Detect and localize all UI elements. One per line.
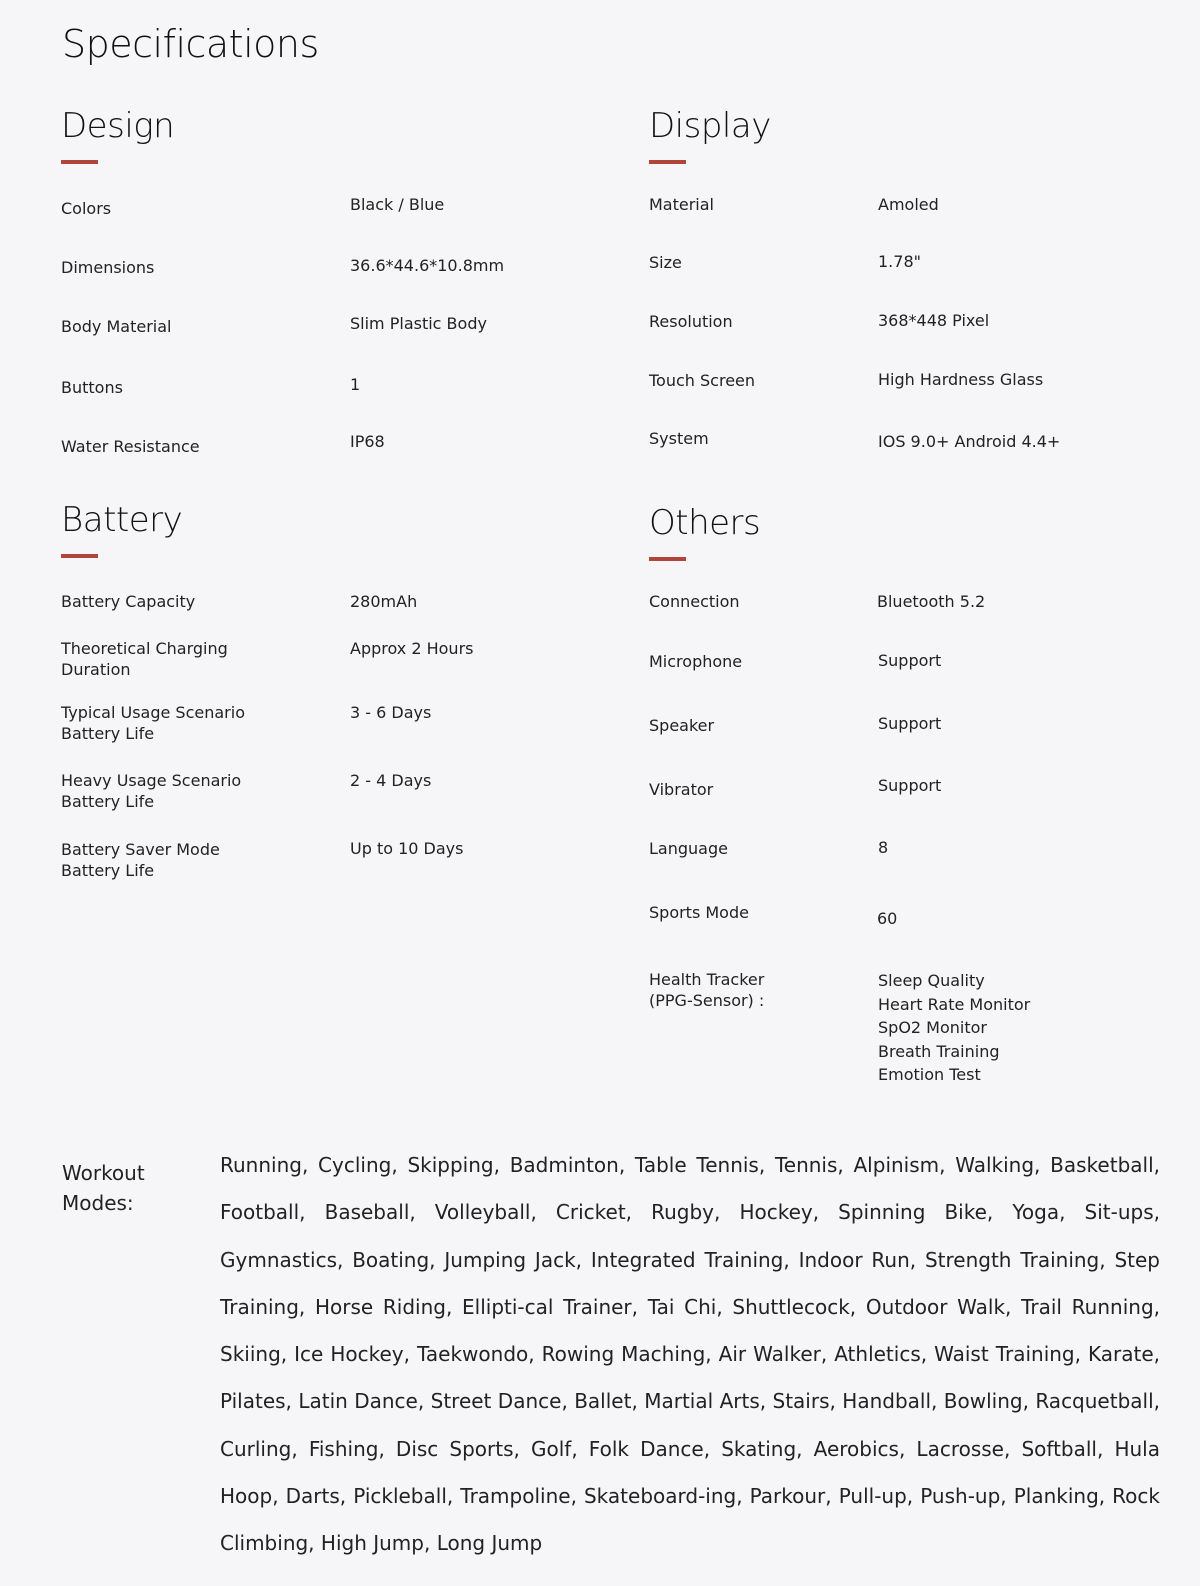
spec-label-typical-battery-life: Typical Usage Scenario Battery Life	[61, 703, 245, 743]
spec-value-touch-screen: High Hardness Glass	[878, 370, 1044, 389]
spec-label-language: Language	[649, 839, 728, 858]
spec-label-system: System	[649, 429, 709, 448]
spec-label-dimensions: Dimensions	[61, 258, 155, 277]
spec-value-size: 1.78"	[878, 252, 921, 271]
spec-label-material: Material	[649, 195, 714, 214]
spec-label-colors: Colors	[61, 199, 112, 218]
spec-label-saver-battery-life: Battery Saver Mode Battery Life	[61, 840, 220, 880]
spec-value-heavy-battery-life: 2 - 4 Days	[350, 771, 432, 790]
spec-label-heavy-battery-life: Heavy Usage Scenario Battery Life	[61, 771, 242, 811]
spec-value-body-material: Slim Plastic Body	[350, 314, 487, 333]
health-feature-item: Breath Training	[878, 1041, 1000, 1061]
spec-label-water-resistance: Water Resistance	[61, 437, 200, 456]
spec-value-colors: Black / Blue	[350, 195, 445, 214]
spec-value-vibrator: Support	[878, 776, 942, 795]
design-section	[61, 106, 601, 476]
spec-label-health-tracker: Health Tracker (PPG-Sensor) :	[649, 970, 765, 1010]
spec-label-connection: Connection	[649, 592, 740, 611]
spec-value-language: 8	[878, 838, 889, 857]
spec-label-battery-capacity: Battery Capacity	[61, 592, 196, 611]
page-title: Specifications	[62, 22, 319, 66]
workout-modes-list: Running, Cycling, Skipping, Badminton, Table Tennis, Tennis, Alpinism, Walking, Basketball, Football, Baseball, Volleyball, Cricket, Rugby, Hockey, Spinning Bike, Yoga, Sit-ups, Gymnastics, Boating, Jumping Jack, Integrated Training, Indoor Run, Strength Training, Step Training, Horse Riding, Ellipti-cal Trainer, Tai Chi, Shuttlecock, Outdoor Walk, Trail Running, Skiing, Ice Hockey, Taekwondo, Rowing Maching, Air Walker, Athletics, Waist Training, Karate, Pilates, Latin Dance, Street Dance, Ballet, Martial Arts, Stairs, Handball, Bowling, Racquetball, Curling, Fishing, Disc Sports, Golf, Folk Dance, Skating, Aerobics, Lacrosse, Softball, Hula Hoop, Darts, Pickleball, Trampoline, Skateboard-ing, Parkour, Pull-up, Push-up, Planking, Rock Climbing, High Jump, Long Jump	[220, 1153, 1160, 1556]
health-feature-item: Emotion Test	[878, 1065, 981, 1084]
spec-label-resolution: Resolution	[649, 312, 733, 331]
spec-value-health-tracker	[878, 969, 1178, 1087]
health-feature-item: Sleep Quality	[878, 971, 985, 990]
spec-value-battery-capacity: 280mAh	[350, 592, 418, 611]
spec-value-material: Amoled	[878, 195, 939, 214]
spec-value-connection: Bluetooth 5.2	[877, 592, 986, 611]
others-accent-divider	[649, 557, 686, 561]
spec-value-buttons: 1	[350, 375, 361, 394]
spec-value-saver-battery-life: Up to 10 Days	[350, 839, 464, 858]
spec-label-charging-duration: Theoretical Charging Duration	[61, 639, 228, 679]
spec-value-speaker: Support	[878, 714, 942, 733]
spec-label-sports-mode: Sports Mode	[649, 903, 749, 922]
design-accent-divider	[61, 160, 98, 164]
battery-heading: Battery	[61, 500, 183, 540]
spec-label-speaker: Speaker	[649, 716, 715, 735]
design-heading: Design	[61, 106, 175, 146]
spec-value-resolution: 368*448 Pixel	[878, 311, 990, 330]
spec-label-body-material: Body Material	[61, 317, 172, 336]
spec-label-vibrator: Vibrator	[649, 780, 714, 799]
spec-value-typical-battery-life: 3 - 6 Days	[350, 703, 432, 722]
battery-accent-divider	[61, 554, 98, 558]
display-heading: Display	[649, 106, 771, 146]
spec-value-water-resistance: IP68	[350, 432, 385, 451]
spec-value-charging-duration: Approx 2 Hours	[350, 639, 474, 658]
spec-label-size: Size	[649, 253, 682, 272]
spec-label-buttons: Buttons	[61, 378, 123, 397]
spec-value-microphone: Support	[878, 651, 942, 670]
display-accent-divider	[649, 160, 686, 164]
health-feature-item: SpO2 Monitor	[878, 1018, 987, 1037]
spec-label-touch-screen: Touch Screen	[649, 371, 756, 390]
others-heading: Others	[649, 503, 761, 543]
display-section	[649, 106, 1189, 476]
spec-value-system: IOS 9.0+ Android 4.4+	[878, 432, 1061, 451]
spec-value-sports-mode: 60	[877, 909, 898, 928]
spec-label-microphone: Microphone	[649, 652, 743, 671]
others-section	[649, 503, 1189, 1103]
battery-section	[61, 500, 601, 900]
spec-value-dimensions: 36.6*44.6*10.8mm	[350, 256, 505, 275]
workout-modes-label: Workout Modes:	[62, 1161, 145, 1215]
health-feature-item: Heart Rate Monitor	[878, 994, 1031, 1014]
